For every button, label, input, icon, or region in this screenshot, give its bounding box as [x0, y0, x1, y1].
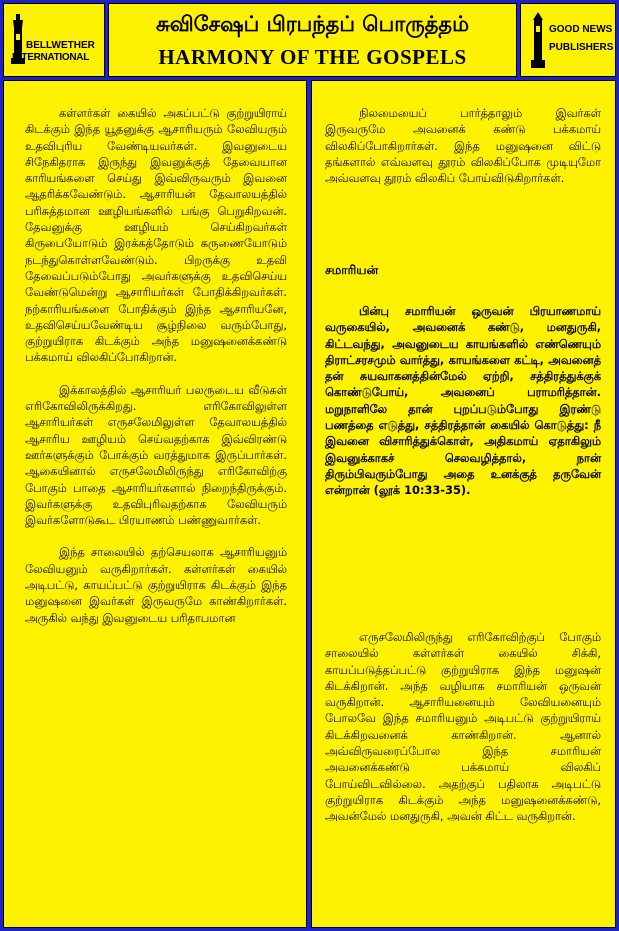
right-column — [311, 80, 616, 928]
title-english: HARMONY OF THE GOSPELS — [158, 45, 467, 69]
left-column — [3, 80, 307, 928]
right-intro-paragraph: நிலமையைப் பார்த்தாலும் இவர்கள் இருவருமே அவனைக் கண்டு பக்கமாய் விலகிப்போகிறார்கள். இந்த மனுஷனை விட்டு தங்களால் எவ்வளவு தூரம் விலகிப்போக முடியுமோ அவ்வளவு தூரம் விலகிப் போய்விடுகிறார்கள். — [325, 106, 601, 186]
title-tamil: சுவிசேஷப் பிரபந்தப் பொருத்தம் — [156, 12, 469, 36]
logo-right-line1: GOOD NEWS — [549, 24, 613, 35]
logo-left-line1: BELLWETHER — [26, 40, 95, 51]
logo-left-line2: INTERNATIONAL — [12, 52, 90, 63]
scripture-passage: பின்பு சமாரியன் ஒருவன் பிரயாணமாய் வருகையில், அவனைக் கண்டு, மனதுருகி, கிட்டவந்து, அவனுடைய காயங்களில் எண்ணெயும் திராட்சரசமும் வார்த்து, காயங்களை கட்டி, அவனைத் தன் சுயவாகனத்தின்மேல் ஏற்றி, சத்திரத்துக்குக் கொண்டுபோய், அவனைப் பராமரித்தான். மறுநாளிலே தான் புறப்படும்போது இரண்டு பணத்தை எடுத்து, சத்திரத்தான் கையில் கொடுத்து: நீ இவனை விசாரித்துக்கொள், அதிகமாய் ஏதாகிலும் இவனுக்காகச் செலவழித்தால், நான் திரும்பிவரும்போது அதை உனக்குத் தருவேன் என்றான் (லூக் 10:33-35). — [325, 304, 601, 498]
right-paragraph: எருசலேமிலிருந்து எரிகோவிற்குப் போகும் சாலையில் கள்ளர்கள் கையில் சிக்கி, காயப்படுத்தப்பட்டு குற்றுயிராக இந்த மனுஷன் கிடக்கிறான். அந்த வழியாக சமாரியன் ஒருவன் வருகிறான். ஆசாரியனையும் லேவியனையும் போலவே இந்த சமாரியனும் அடிபட்டு குற்றுயிராய் கிடக்கிறவனைக் காண்கிறான். ஆனால் அவ்விருவரைப்போல இந்த சமாரியன் அவனைக்கண்டு பக்கமாய் விலகிப் போய்விடவில்லை. அதற்குப் பதிலாக அடிபட்டு குற்றுயிராக கிடக்கும் அந்த மனுஷனைக்கண்டு, அவன்மேல் மனதுருகி, அவன் கிட்ட வருகிறான். — [325, 630, 601, 824]
left-paragraph-1: கள்ளர்கள் கையில் அகப்பட்டு குற்றுயிராய் கிடக்கும் இந்த யூதனுக்கு ஆசாரியரும் லேவியரும் உதவிபுரிய வேண்டியவர்கள். இவனுடைய சிநேகிதராக இருந்து இவனுக்குத் தேவையான காரியங்களை செய்து இவ்விருவரும் இவனை ஆதரிக்கவேண்டும். ஆசாரியன் தேவாலயத்தில் பரிசுத்தமான ஊழியங்களில் பங்கு பெறுகிறவன். தேவனுக்கு ஊழியம் செய்கிறவர்கள் கிருபையோடும் இரக்கத்தோடும் கருணையோடும் நடந்துகொள்ளவேண்டும். பிறருக்கு உதவி தேவைப்படும்போது அவர்களுக்கு உதவிசெய்ய வேண்டுமென்று ஆசாரியர்கள் போதிக்கிறவர்கள். நற்காரியங்களை போதிக்கும் இந்த ஆசாரியனே, உதவிசெய்யவேண்டிய சூழ்நிலை வரும்போது, குற்றுயிராக கிடக்கும் அந்த மனுஷனைக்கண்டு பக்கமாய் விலகிப்போகிறான். — [25, 106, 287, 365]
section-heading-samaritan: சமாரியன் — [325, 263, 379, 277]
bell-tower-icon — [531, 12, 545, 68]
left-paragraph-2: இக்காலத்தில் ஆசாரியர் பலருடைய வீடுகள் எரிகோவிலிருக்கிறது. எரிகோவிலுள்ள ஆசாரியர்கள் எருசலேமிலுள்ள தேவாலயத்தில் ஆசாரிய ஊழியம் செய்வதற்காக இவ்விரண்டு ஊர்களுக்கும் போக்கும் வரத்துமாக இருப்பார்கள். ஆகையினால் எருசலேமிலிருந்து எரிகோவிற்கு போகும் பாதை ஆசாரியர்களால் நிறைந்திருக்கும். இவர்களுக்கு உதவிபுரிவதற்காக லேவியரும் இவர்களோடுகூட பிரயாணம் பண்ணுவார்கள். — [25, 382, 287, 528]
logo-right-line2: PUBLISHERS — [549, 42, 614, 53]
title-banner — [108, 3, 517, 77]
left-paragraph-3: இந்த சாலையில் தற்செயலாக ஆசாரியனும் லேவியனும் வருகிறார்கள். கள்ளர்கள் கையில் அடிபட்டு, காயப்பட்டு குற்றுயிராக கிடக்கும் இந்த மனுஷனை இவர்கள் இருவருமே காண்கிறார்கள். அருகில் வந்து இவனுடைய பரிதாபமான — [25, 545, 287, 625]
good-news-publishers-logo — [520, 3, 616, 77]
bellwether-logo — [3, 3, 105, 77]
